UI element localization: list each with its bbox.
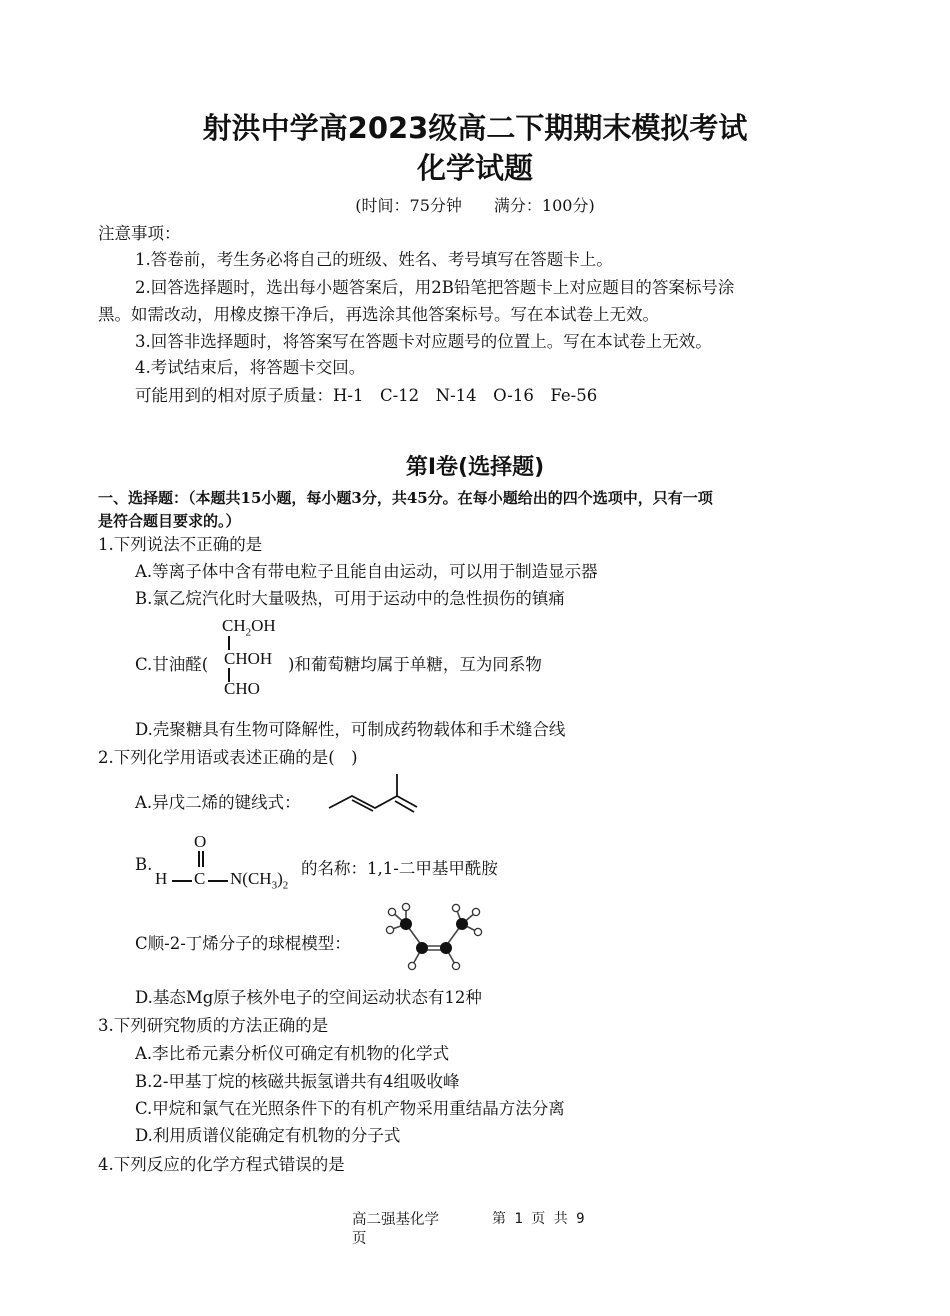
isoprene-skeletal-formula [325, 772, 420, 822]
bond-line [202, 851, 204, 867]
option-b: B.氯乙烷汽化时大量吸热，可用于运动中的急性损伤的镇痛 [135, 589, 565, 608]
option-d: D.基态Mg原子核外电子的空间运动状态有12种 [135, 988, 482, 1007]
option-a: A.李比希元素分析仪可确定有机物的化学式 [135, 1044, 450, 1063]
option-a: A.异戊二烯的键线式： [135, 793, 301, 812]
question-stem: 2.下列化学用语或表述正确的是( ) [98, 748, 358, 767]
section-title: 第I卷(选择题) [405, 455, 545, 480]
option-c-prefix: C.甘油醛( [135, 655, 209, 674]
dimethylamino-group: $N(CH_3)_2$ [230, 869, 289, 892]
notice-heading: 注意事项： [98, 224, 181, 243]
exam-title: 射洪中学高2023级高二下期期末模拟考试 [202, 111, 748, 145]
section-instruction: 是符合题目要求的。） [98, 512, 241, 530]
atom-h: H [155, 869, 168, 888]
option-c-suffix: )和葡萄糖均属于单糖，互为同系物 [288, 655, 542, 674]
option-b-suffix: 的名称：1,1-二甲基甲酰胺 [301, 859, 498, 878]
glyceraldehyde-top: $CH_2OH$ [222, 616, 276, 639]
notice-item: 4.考试结束后，将答题卡交回。 [135, 358, 366, 377]
notice-item: 1.答卷前，考生务必将自己的班级、姓名、考号填写在答题卡上。 [135, 250, 613, 269]
cis-2-butene-ball-stick-model [378, 902, 488, 974]
option-d: D.壳聚糖具有生物可降解性，可制成药物载体和手术缝合线 [135, 720, 566, 739]
question-stem: 4.下列反应的化学方程式错误的是 [98, 1155, 345, 1174]
bond-line [228, 636, 230, 650]
notice-item: 黑。如需改动，用橡皮擦干净后，再选涂其他答案标号。写在本试卷上无效。 [98, 305, 659, 324]
bond-line [172, 880, 192, 882]
atom-c: C [194, 869, 206, 888]
question-stem: 3.下列研究物质的方法正确的是 [98, 1016, 329, 1035]
option-b-prefix: B. [135, 855, 153, 874]
atom-o: O [194, 832, 207, 851]
glyceraldehyde-mid: CHOH [224, 649, 273, 668]
section-instruction: 一、选择题：（本题共15小题，每小题3分，共45分。在每小题给出的四个选项中，只有一项 [98, 489, 713, 507]
option-d: D.利用质谱仪能确定有机物的分子式 [135, 1126, 401, 1145]
glyceraldehyde-bot: CHO [224, 679, 260, 698]
exam-subtitle: 化学试题 [416, 151, 533, 185]
footer-course: 高二强基化学 [352, 1212, 439, 1228]
exam-meta: (时间：75分钟 满分：100分) [355, 196, 595, 215]
bond-line [208, 880, 228, 882]
option-b: B.2-甲基丁烷的核磁共振氢谱共有4组吸收峰 [135, 1072, 460, 1091]
notice-item: 2.回答选择题时，选出每小题答案后，用2B铅笔把答题卡上对应题目的答案标号涂 [135, 278, 735, 297]
atomic-masses: 可能用到的相对原子质量：H-1 C-12 N-14 O-16 Fe-56 [135, 386, 598, 405]
notice-item: 3.回答非选择题时，将答案写在答题卡对应题号的位置上。写在本试卷上无效。 [135, 332, 712, 351]
footer-page-number: 第 1 页 共 9 [492, 1211, 585, 1227]
bond-line [198, 851, 200, 867]
option-c: C顺-2-丁烯分子的球棍模型： [135, 934, 351, 953]
footer-page-suffix: 页 [352, 1231, 367, 1247]
question-stem: 1.下列说法不正确的是 [98, 535, 263, 554]
option-a: A.等离子体中含有带电粒子且能自由运动，可以用于制造显示器 [135, 562, 598, 581]
option-c: C.甲烷和氯气在光照条件下的有机产物采用重结晶方法分离 [135, 1099, 565, 1118]
